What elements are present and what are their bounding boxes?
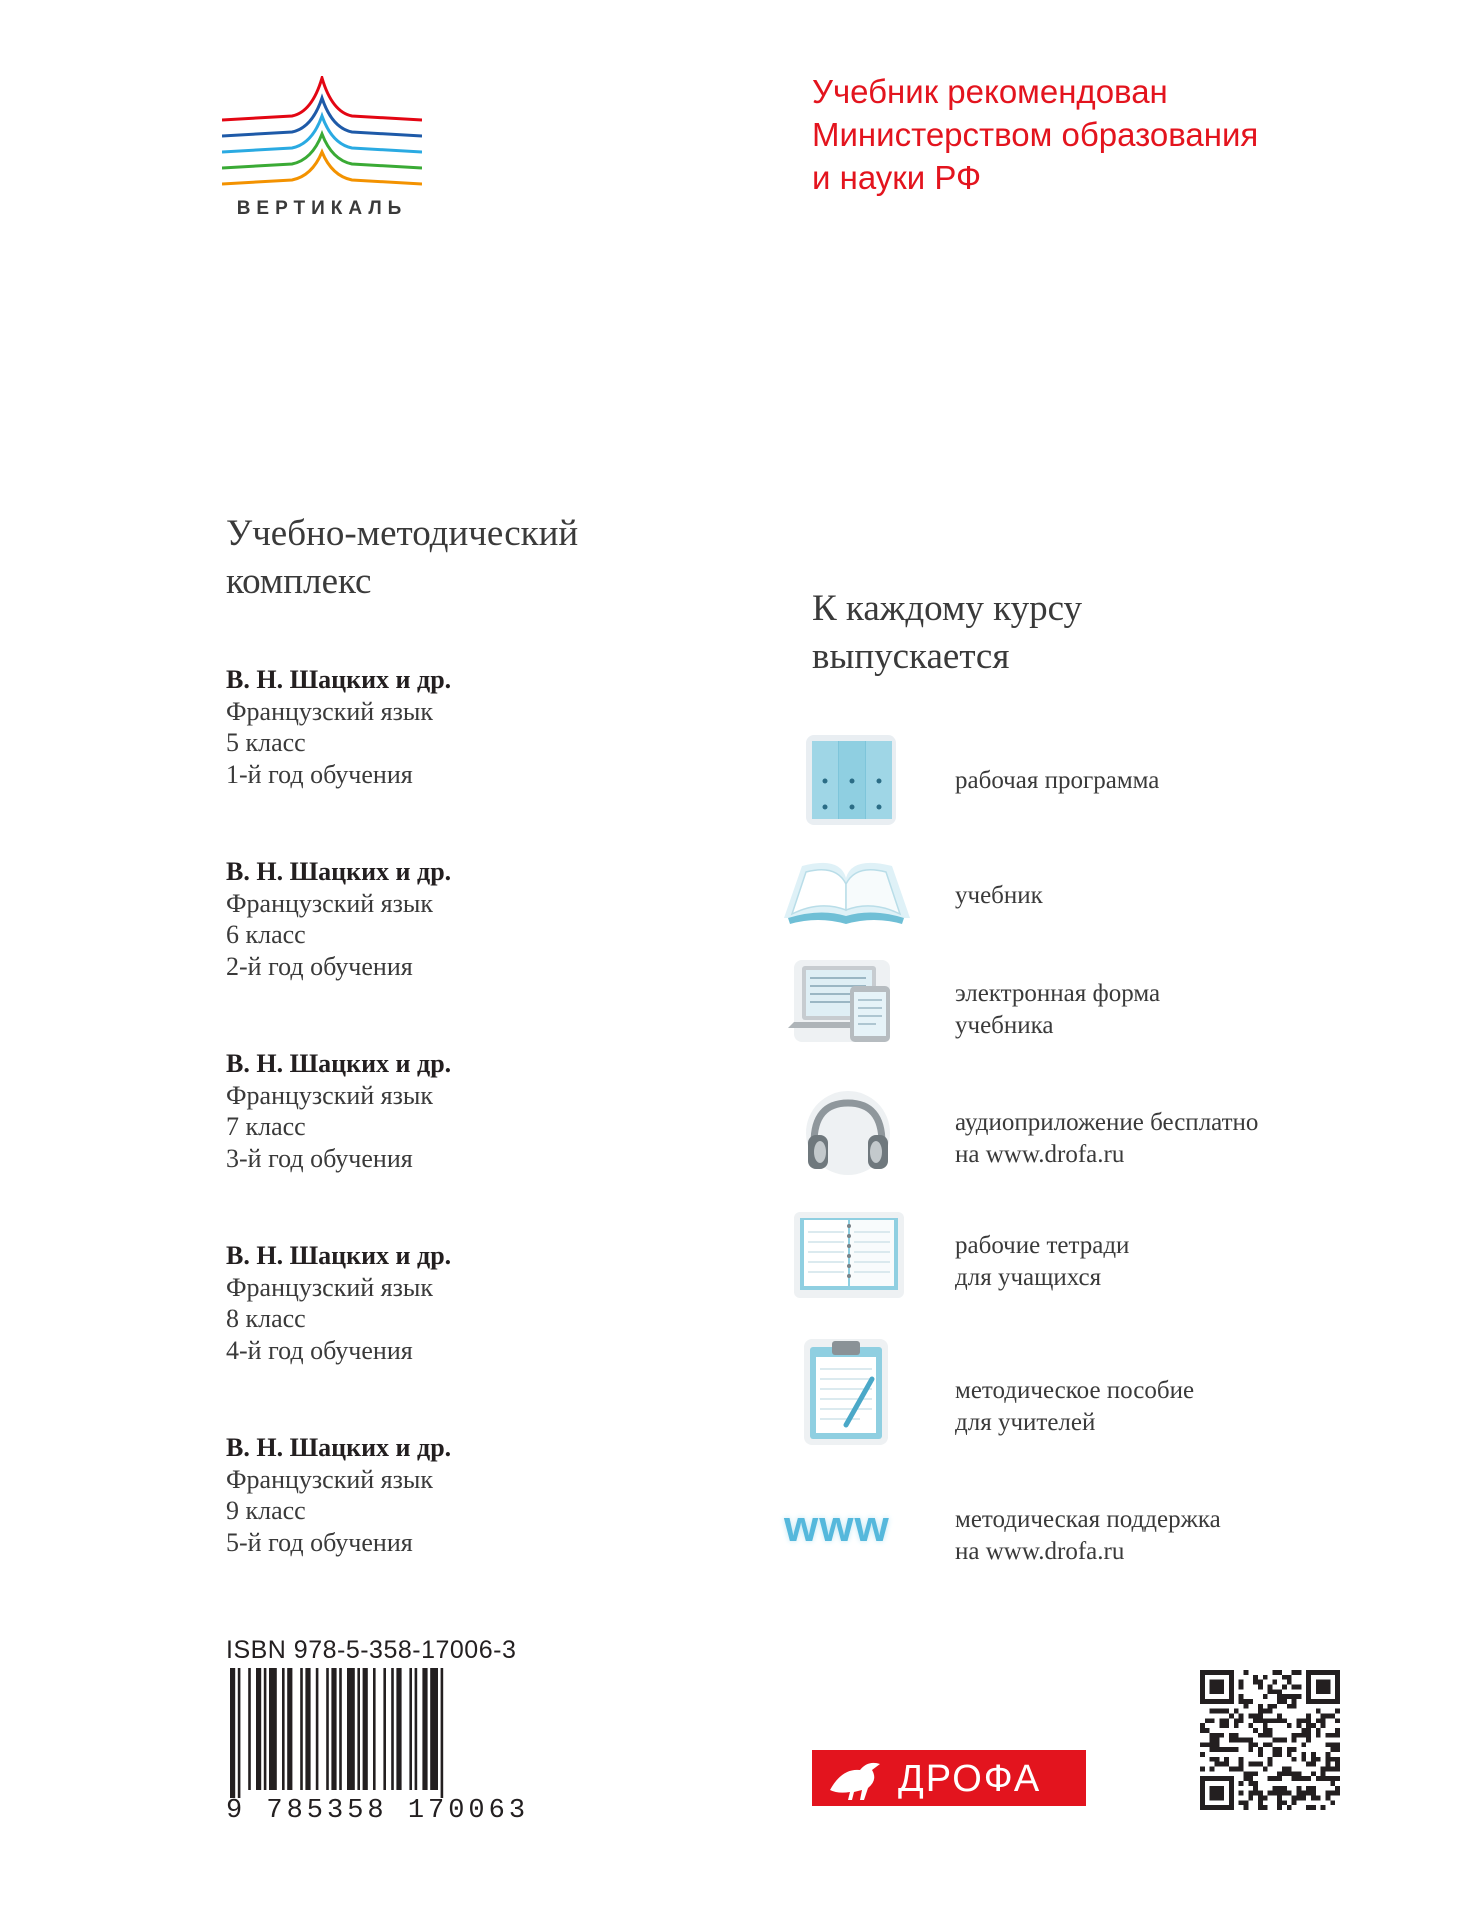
book-subject: Французский язык bbox=[226, 1080, 434, 1110]
book-year: 2-й год обучения bbox=[226, 951, 413, 981]
headphones-icon bbox=[780, 1085, 910, 1195]
open-book-icon bbox=[780, 848, 910, 958]
book-year: 3-й год обучения bbox=[226, 1143, 413, 1173]
book-grade: 8 класс bbox=[226, 1304, 306, 1333]
course-title-line: К каждому курсу bbox=[812, 588, 1083, 629]
resource-label-line: методическая поддержка bbox=[955, 1506, 1221, 1533]
recommendation-line: Министерством образования bbox=[812, 116, 1259, 153]
bird-icon bbox=[820, 1750, 900, 1806]
book-author: В. Н. Шацких и др. bbox=[226, 857, 452, 886]
isbn-label: ISBN 978-5-358-17006-3 bbox=[226, 1636, 517, 1664]
book-entry bbox=[226, 1048, 451, 1174]
book-grade: 9 класс bbox=[226, 1496, 306, 1525]
resource-label bbox=[955, 880, 1043, 912]
notebook-icon bbox=[780, 1212, 910, 1322]
course-title bbox=[812, 585, 1082, 681]
clipboard-icon bbox=[780, 1335, 910, 1445]
resource-item-ebook bbox=[780, 956, 1420, 1066]
resource-item-workbook bbox=[780, 1212, 1420, 1322]
resource-item-program bbox=[780, 733, 1420, 843]
resource-label bbox=[955, 978, 1160, 1041]
barcode bbox=[226, 1668, 526, 1798]
www-icon bbox=[780, 1502, 920, 1562]
book-grade: 5 класс bbox=[226, 728, 306, 757]
resource-label-line: для учащихся bbox=[955, 1263, 1102, 1291]
book-subject: Французский язык bbox=[226, 888, 434, 918]
book-grade: 7 класс bbox=[226, 1112, 306, 1141]
book-author: В. Н. Шацких и др. bbox=[226, 665, 452, 694]
resource-label bbox=[955, 1375, 1194, 1438]
resource-label-line: на www.drofa.ru bbox=[955, 1537, 1125, 1565]
book-entry bbox=[226, 856, 451, 982]
book-subject: Французский язык bbox=[226, 1464, 434, 1494]
complex-title-line: комплекс bbox=[226, 561, 372, 602]
resource-item-audio bbox=[780, 1085, 1420, 1195]
laptop-tablet-icon bbox=[780, 956, 910, 1066]
book-subject: Французский язык bbox=[226, 1272, 434, 1302]
book-author: В. Н. Шацких и др. bbox=[226, 1241, 452, 1270]
resource-label bbox=[955, 1230, 1129, 1293]
book-subject: Французский язык bbox=[226, 696, 434, 726]
book-year: 5-й год обучения bbox=[226, 1527, 413, 1557]
book-year: 4-й год обучения bbox=[226, 1335, 413, 1365]
resource-label-line: аудиоприложение бесплатно bbox=[955, 1109, 1259, 1136]
qr-code bbox=[1200, 1670, 1340, 1810]
resource-label bbox=[955, 765, 1159, 797]
resource-label-line: рабочая программа bbox=[955, 767, 1160, 794]
logo-wordmark: ВЕРТИКАЛЬ bbox=[236, 198, 408, 219]
resource-label-line: рабочие тетради bbox=[955, 1232, 1130, 1259]
drofa-wordmark: ДРОФА bbox=[898, 1758, 1042, 1800]
resource-label-line: методическое пособие bbox=[955, 1377, 1195, 1404]
complex-title bbox=[226, 510, 578, 606]
book-author: В. Н. Шацких и др. bbox=[226, 1049, 452, 1078]
resource-label-line: учебник bbox=[955, 882, 1043, 909]
book-entry bbox=[226, 664, 451, 790]
recommendation-line: Учебник рекомендован bbox=[812, 73, 1168, 110]
barcode-digits: 9 785358 170063 bbox=[226, 1796, 530, 1826]
resource-label-line: учебника bbox=[955, 1011, 1054, 1039]
vertikal-arcs-icon bbox=[222, 76, 422, 196]
resource-label bbox=[955, 1107, 1258, 1170]
book-grade: 6 класс bbox=[226, 920, 306, 949]
complex-title-line: Учебно-методический bbox=[226, 513, 579, 554]
resource-label-line: для учителей bbox=[955, 1408, 1096, 1436]
course-title-line: выпускается bbox=[812, 636, 1010, 677]
resource-item-online-support bbox=[780, 1492, 1420, 1602]
resource-label-line: электронная форма bbox=[955, 980, 1161, 1007]
book-entry bbox=[226, 1240, 451, 1366]
recommendation-line: и науки РФ bbox=[812, 159, 982, 196]
binder-icon bbox=[780, 733, 910, 843]
book-year: 1-й год обучения bbox=[226, 759, 413, 789]
resource-item-teacher-guide bbox=[780, 1335, 1420, 1445]
www-icon-text: www bbox=[784, 1502, 890, 1551]
recommendation-text bbox=[812, 70, 1412, 199]
vertikal-logo bbox=[222, 76, 422, 226]
resource-label-line: на www.drofa.ru bbox=[955, 1140, 1125, 1168]
book-author: В. Н. Шацких и др. bbox=[226, 1433, 452, 1462]
resource-label bbox=[955, 1504, 1221, 1567]
drofa-logo bbox=[812, 1750, 1086, 1806]
resource-item-textbook bbox=[780, 848, 1420, 958]
book-entry bbox=[226, 1432, 451, 1558]
